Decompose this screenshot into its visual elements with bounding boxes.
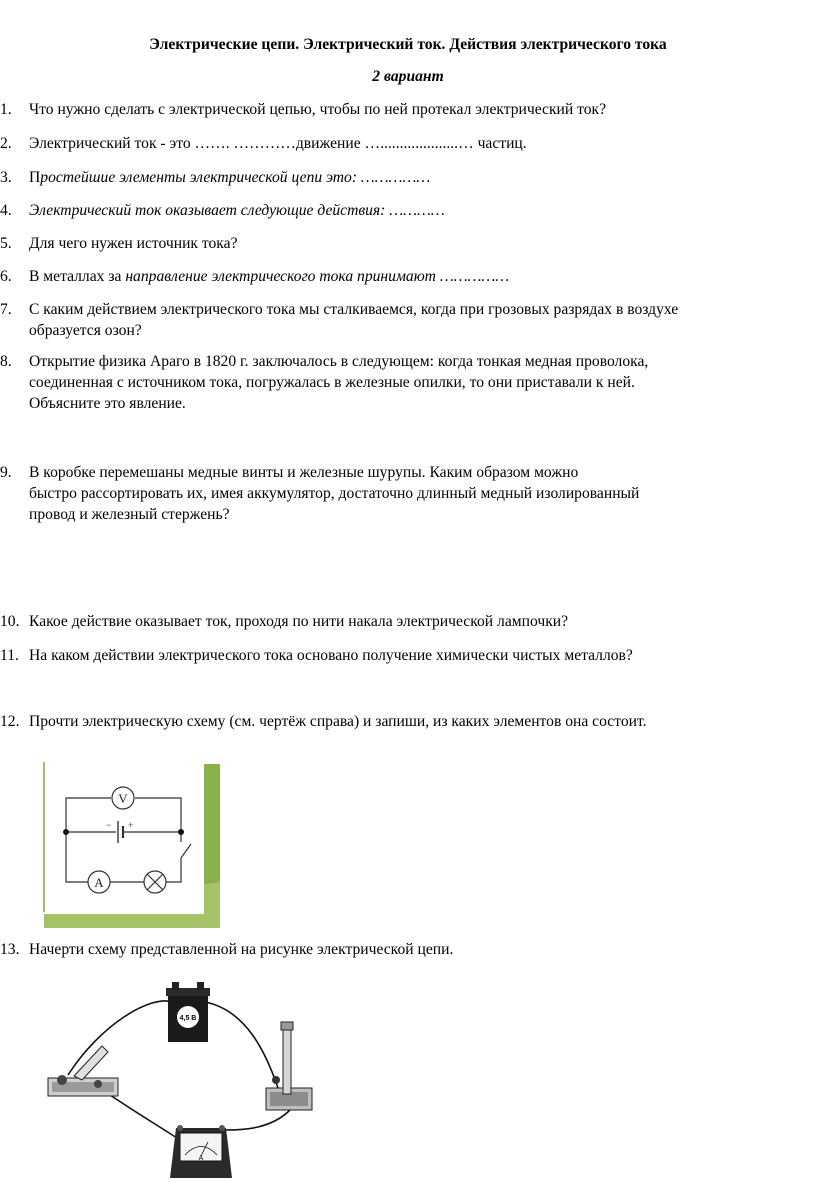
question-text [29,200,814,221]
wire-top-left [68,1001,172,1075]
ammeter-picture [170,1125,232,1178]
question-text-part: Электрический ток - это ……. …………движение …....................… частиц. [29,135,527,152]
question-text-part: Электрический ток оказывает следующие действия: ………… [29,202,445,219]
question-text-part: Для чего нужен источник тока? [29,235,238,252]
question-number: 4. [0,202,12,219]
question-text-part: В металлах за [29,268,126,285]
wire-top-right [205,1002,278,1088]
ammeter-picture-label: А [198,1155,204,1162]
question-number: 3. [0,169,12,186]
plus-sign: + [128,820,134,830]
junction-left [63,829,69,835]
question-text-part: направление электрического тока принимают …………… [125,268,510,285]
question-text-part: Прочти электрическую схему (см. чертёж справа) и запиши, из каких элементов она состоит. [29,713,647,730]
question-text-part: Открытие физика Араго в 1820 г. заключалось в следующем: когда тонкая медная проволока, соединенная с источником тока, погружалась в железные опилки, то они приставали к ней. Объясните это явление. [29,353,649,412]
question-number: 11. [0,647,19,664]
battery-label: 4,5 В [179,1015,197,1022]
question-text [29,299,814,341]
question-number: 2. [0,135,12,152]
question-number: 1. [0,101,12,118]
question-number: 8. [0,353,12,370]
question-text [29,133,814,154]
switch-picture [266,1022,312,1110]
ammeter-label: A [94,875,104,890]
question-text-part: П [29,169,41,186]
variant-label: 2 вариант [372,68,444,85]
junction-right [178,829,184,835]
question-text [29,462,814,525]
question-number: 13. [0,941,20,958]
question-text-part: Что нужно сделать с электрической цепью, чтобы по ней протекал электрический ток? [29,101,607,118]
minus-sign: − [106,820,112,830]
circuit-picture [40,980,330,1180]
question-text [29,711,814,732]
question-text-part: На каком действии электрического тока основано получение химически чистых металлов? [29,647,633,664]
battery-picture [166,982,210,1042]
question-number: 7. [0,301,12,318]
voltmeter-label: V [118,791,128,806]
question-text [29,939,814,960]
question-text [29,99,814,120]
page-title: Электрические цепи. Электрический ток. Действия электрического тока [149,36,667,53]
question-text-part: Начерти схему представленной на рисунке электрической цепи. [29,941,454,958]
question-text-part: С каким действием электрического тока мы сталкиваемся, когда при грозовых разрядах в воздухе образуется озон? [29,301,679,339]
question-text [29,233,814,254]
wire-bottom-left [110,1095,180,1140]
question-text [29,645,814,666]
question-number: 10. [0,613,20,630]
question-text-part: В коробке перемешаны медные винты и железные шурупы. Каким образом можно быстро рассортировать их, имея аккумулятор, достаточно длинный медный изолированный провод и железный стержень? [29,464,640,523]
question-text-part: Какое действие оказывает ток, проходя по нити накала электрической лампочки? [29,613,569,630]
question-text [29,167,814,188]
question-text [29,266,814,287]
wire-bottom-right [225,1110,290,1130]
question-text [29,611,814,632]
question-number: 12. [0,713,20,730]
circuit-schematic [38,762,223,930]
question-number: 6. [0,268,12,285]
question-text [29,351,814,414]
question-number: 9. [0,464,12,481]
question-text-part: ростейшие элементы электрической цепи это: …………… [40,169,431,186]
question-number: 5. [0,235,12,252]
